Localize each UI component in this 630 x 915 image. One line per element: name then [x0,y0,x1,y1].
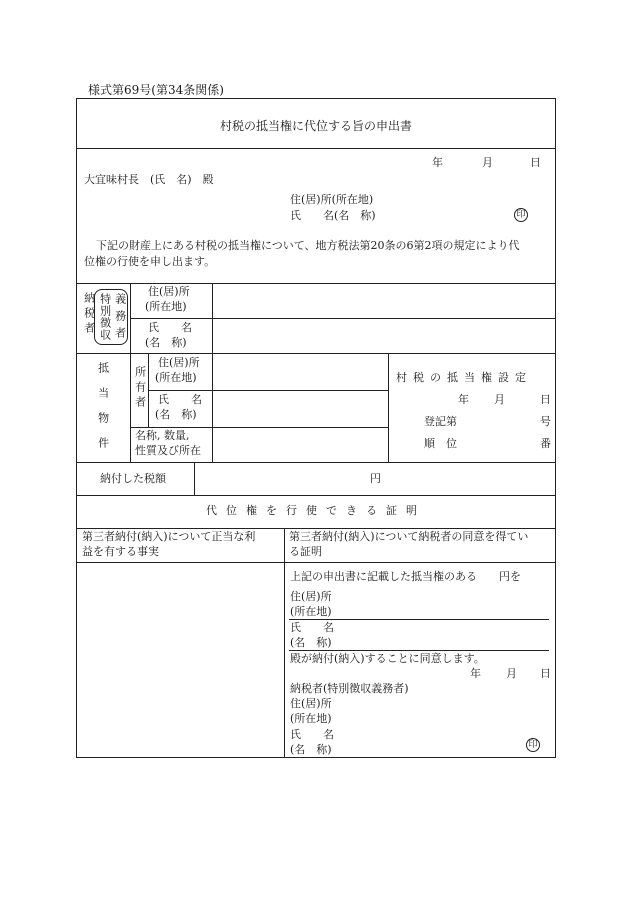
consent-name-2: (名 称) [290,636,332,649]
tax-paid-label: 納付した税額 [100,472,166,485]
property-section-label: 抵当物件 [96,362,110,462]
consent-name-underline [289,650,549,651]
mortgage-day: 日 [540,393,551,406]
rule-lower-v [284,528,285,758]
rule-tax-bottom [76,495,556,496]
consent-address-underline [289,619,549,620]
property-address-label-1: 住(居)所 [158,356,200,369]
property-address-label-2: (所在地) [155,371,197,384]
form-number: 様式第69号(第34条関係) [88,83,224,97]
rule-tax-v [194,462,195,495]
left-header-2: 益を有する事実 [82,545,159,558]
consent-line1: 上記の申出書に記載した抵当権のある 円を [290,570,521,583]
rule-taxpayer-v2 [212,283,213,353]
taxpayer-address-label-2: (所在地) [145,300,187,313]
rule-property-v1 [130,353,131,462]
date-day: 日 [530,156,541,169]
rule-taxpayer-v1 [130,283,131,353]
rank-suffix: 番 [540,437,551,450]
taxpayer-col-c [113,293,126,344]
mortgage-month: 月 [494,393,505,406]
signer-address-1: 住(居)所 [290,697,332,710]
taxpayer-label-a: 納税者 [82,292,96,337]
proof-title: 代位権を行使できる証明 [206,504,426,517]
rank-label: 順 位 [424,437,457,450]
signer-label: 納税者(特別徴収義務者) [290,682,409,695]
taxpayer-address-label-1: 住(居)所 [148,285,190,298]
left-header-1: 第三者納付(納入)について正当な利 [82,530,256,543]
signer-name-1: 氏 名 [290,728,334,741]
signer-address-2: (所在地) [290,712,332,725]
right-header-1: 第三者納付(納入)について納税者の同意を得てい [289,530,529,543]
consent-address-1: 住(居)所 [290,590,332,603]
rule-property-v4 [388,353,389,462]
taxpayer-col-b [98,293,111,341]
rule-taxpayer-mid [130,318,556,319]
taxpayer-name-label-1: 氏 名 [148,321,192,334]
consent-year: 年 [470,667,481,680]
applicant-name-label: 氏 名(名 称) [290,209,376,222]
mortgage-title: 村税の抵当権設定 [396,371,532,384]
registration-label: 登記第 [424,415,457,428]
taxpayer-label-c: 義務者 [113,293,127,344]
rule-property-v2 [148,353,149,427]
taxpayer-label-b: 特別徴収 [98,293,112,341]
rule-property-bottom [76,462,556,463]
property-desc-label-2: 性質及び所在 [135,444,201,457]
date-year: 年 [432,156,443,169]
rule-proof-title-bottom [76,528,556,529]
consent-month: 月 [506,667,517,680]
rule-title-bottom [76,148,556,149]
taxpayer-name-label-2: (名 称) [145,336,187,349]
statement-line2: 位権の行使を申し出ます。 [84,255,216,268]
consent-address-2: (所在地) [290,605,332,618]
consent-name-1: 氏 名 [290,621,334,634]
consent-day: 日 [540,667,551,680]
signer-name-2: (名 称) [290,743,332,756]
registration-suffix: 号 [540,415,551,428]
rule-property-mid2 [130,427,388,428]
form-title: 村税の抵当権に代位する旨の申出書 [219,119,412,133]
rule-property-v3 [212,353,213,462]
seal-icon: 印 [526,738,540,752]
applicant-address-label: 住(居)所(所在地) [290,193,374,206]
tax-paid-unit: 円 [370,472,381,485]
rule-statement-bottom [76,283,556,284]
seal-icon: 印 [514,208,528,222]
date-month: 月 [482,156,493,169]
property-owner-label: 所有者 [133,366,147,411]
consent-text: 殿が納付(納入)することに同意します。 [290,652,485,665]
addressee: 大宜味村長 (氏 名) 殿 [84,173,214,186]
taxpayer-col-a [82,292,95,337]
property-name-label-2: (名 称) [155,408,197,421]
right-header-2: る証明 [289,545,322,558]
property-name-label-1: 氏 名 [158,393,202,406]
rule-headers-bottom [76,562,556,563]
property-desc-label-1: 名称, 数量, [135,429,190,442]
rule-property-mid1 [148,390,388,391]
mortgage-year: 年 [458,393,469,406]
statement-line1: 下記の財産上にある村税の抵当権について、地方税法第20条の6第2項の規定により代 [96,239,520,252]
